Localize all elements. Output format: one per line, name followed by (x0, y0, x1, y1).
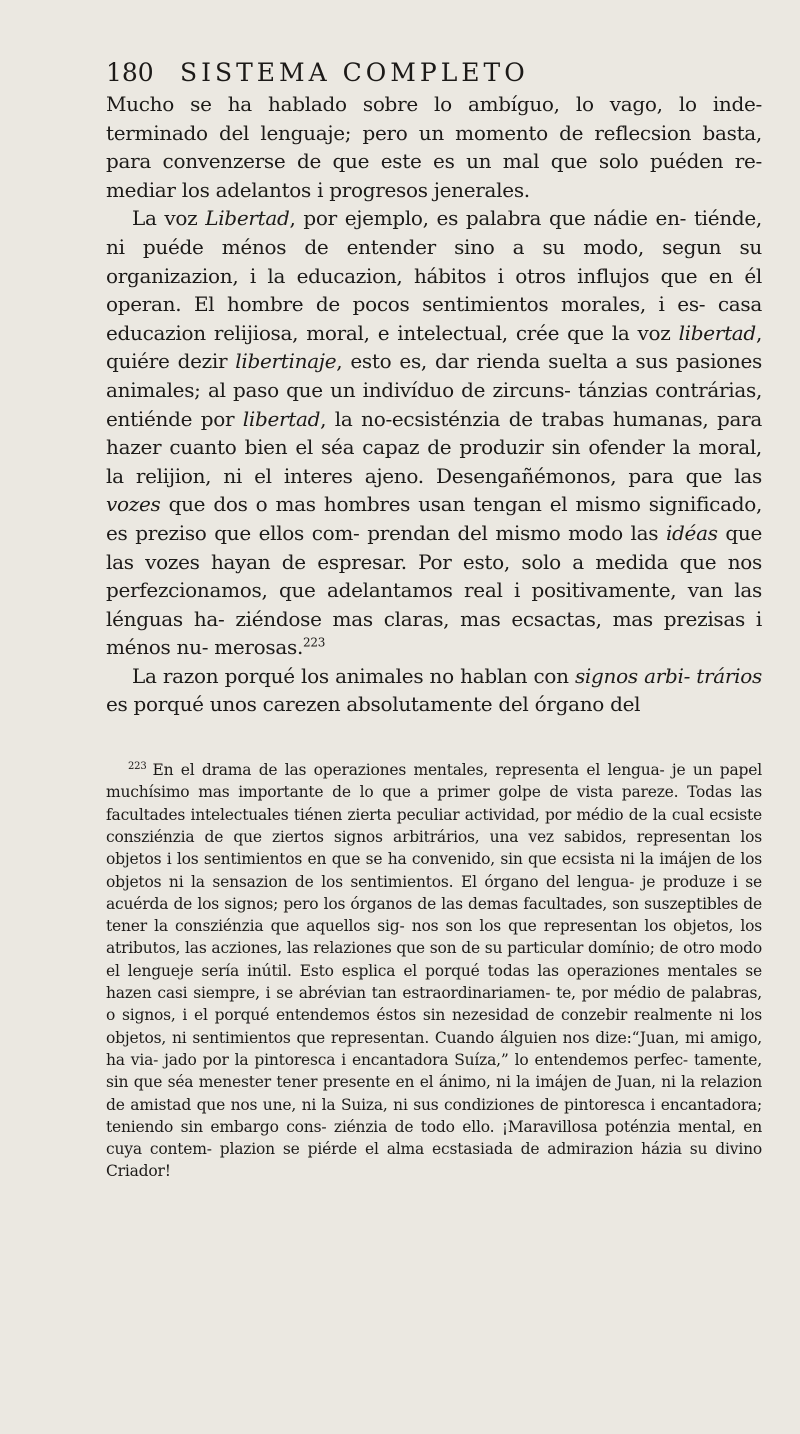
text-run: que dos o mas hombres usan tengan el mismo significado, es preziso que ellos com- prendan del mismo modo las (106, 492, 762, 545)
text-run: , por ejemplo, es palabra que nádie en- tiénde, ni puéde ménos de entender sino a su modo, segun su organizazion, i la educazion, hábitos i otros influjos que en él operan. El hombre de pocos sentimientos morales, i es- casa educazion relijiosa, moral, e intelectual, crée que la voz (106, 206, 762, 345)
footnote-text: En el drama de las operaziones mentales, representa el lengua- je un papel muchísimo mas importante de lo que a primer golpe de vista pareze. Todas las facultades intelectuales tiénen zierta peculiar actividad, por médio de la cual ecsiste consziénzia de que ziertos signos arbitrários, una vez sabidos, representan los objetos i los sentimientos en que se ha convenido, sin que ecsista ni la imájen de los objetos ni la sensazion de los sentimientos. El órgano del lengua- je produze i se acuérda de los signos; pero los órganos de las demas facultades, son suszeptibles de tener la consziénzia que aquellos sig- nos son los que representan los objetos, los atributos, las acziones, las relaziones que son de su particular domínio; de otro modo el lengueje sería inútil. Esto esplica el porqué todas las operaziones mentales se hazen casi siempre, i se abrévian tan estraordinariamen- te, por médio de palabras, o signos, i el porqué entendemos éstos sin nezesidad de conzebir realmente ni los objetos, ni sentimientos que representan. Cuando álguien nos dize:“Juan, mi amigo, ha via- jado por la pintoresca i encantadora Suíza,” lo entendemos perfec- tamente, sin que séa menester tener presente en el ánimo, ni la imájen de Juan, ni la relazion de amistad que nos une, ni la Suiza, ni sus condiziones de pintoresca i encantadora; teniendo sin embargo cons- ziénzia de todo ello. ¡Maravillosa poténzia mental, en cuya contem- plazion se piérde el alma ecstasiada de admirazion házia su divino Criador! (106, 761, 762, 1181)
text-run: La razon porqué los animales no hablan con (132, 663, 575, 688)
text-run: La voz (132, 206, 206, 231)
italic-term: signos arbi- trários (574, 663, 762, 688)
italic-term: libertad (242, 406, 321, 431)
page-number: 180 (106, 58, 154, 87)
footnote (106, 759, 762, 1183)
running-title: SISTEMA COMPLETO (180, 58, 529, 87)
italic-term: libertinaje (235, 349, 337, 374)
paragraph-2 (106, 204, 762, 662)
paragraph-3 (106, 662, 762, 719)
main-text (106, 90, 762, 719)
paragraph-1: Mucho se ha hablado sobre lo ambíguo, lo vago, lo inde- terminado del lenguaje; pero un momento de reflecsion basta, para convenzerse de que este es un mal que solo puéden re- mediar los adelantos i progresos jenerales. (106, 92, 762, 202)
text-run: que las vozes hayan de espresar. Por esto, solo a medida que nos perfezcionamos, que adelantamos real i positivamente, van las lénguas ha- ziéndose mas claras, mas ecsactas, mas prezisas i ménos nu- merosas. (106, 520, 762, 660)
running-header (106, 58, 762, 88)
italic-term: vozes (106, 492, 161, 517)
text-run: , la no-ecsisténzia de trabas humanas, para hazer cuanto bien el séa capaz de produzir sin ofender la moral, la relijion, ni el interes ajeno. Desengañémonos, para que las (106, 406, 762, 488)
text-run: , quiére dezir (106, 320, 762, 374)
text-run: , esto es, dar rienda suelta a sus pasiones animales; al paso que un indivíduo de zircuns- tánzias contrárias, entiénde por (106, 349, 763, 431)
footnote-paragraph (106, 759, 762, 1183)
italic-term: idéas (665, 520, 718, 545)
italic-term: libertad (678, 320, 756, 345)
footnote-reference: 223 (303, 635, 326, 650)
text-run: es porqué unos carezen absolutamente del órgano del (106, 692, 641, 717)
footnote-mark: 223 (128, 760, 147, 772)
italic-term: Libertad (205, 206, 290, 231)
